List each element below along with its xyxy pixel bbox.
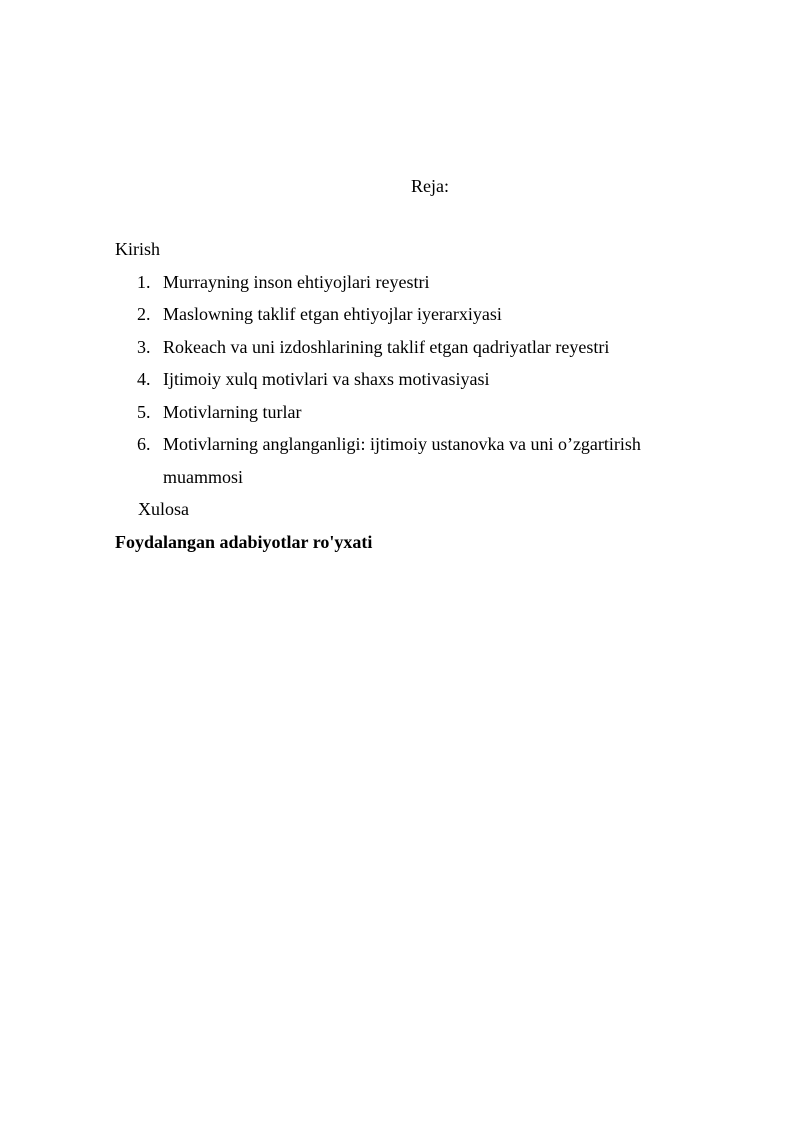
list-item-text: Motivlarning turlar: [163, 401, 302, 422]
list-item: [115, 363, 675, 396]
contents-list: [115, 266, 675, 494]
list-item: [115, 298, 675, 331]
list-item-number: 1.: [137, 271, 151, 292]
table-of-contents: [115, 233, 675, 558]
list-item-number: 4.: [137, 369, 151, 389]
list-item-number: 3.: [137, 336, 151, 357]
list-item-text: Ijtimoiy xulq motivlari va shaxs motivasiyasi: [163, 369, 490, 389]
list-item-number: 5.: [137, 401, 151, 422]
list-item-text: Motivlarning anglanganligi: ijtimoiy ustanovka va uni o’zgartirish muammosi: [163, 434, 641, 487]
list-item: [115, 396, 675, 429]
list-item-number: 6.: [137, 434, 151, 454]
list-item-text: Rokeach va uni izdoshlarining taklif etgan qadriyatlar reyestri: [163, 336, 610, 357]
page-title: Reja:: [411, 176, 449, 196]
list-item-text: Murrayning inson ehtiyojlari reyestri: [163, 271, 430, 292]
list-item-text: Maslowning taklif etgan ehtiyojlar iyerarxiyasi: [163, 304, 502, 324]
list-item: [115, 266, 675, 299]
intro-heading: Kirish: [115, 239, 160, 259]
list-item-number: 2.: [137, 304, 151, 324]
list-item: [115, 331, 675, 364]
references-heading: Foydalangan adabiyotlar ro'yxati: [115, 531, 373, 552]
list-item: [115, 428, 675, 493]
conclusion-heading: Xulosa: [138, 499, 189, 519]
